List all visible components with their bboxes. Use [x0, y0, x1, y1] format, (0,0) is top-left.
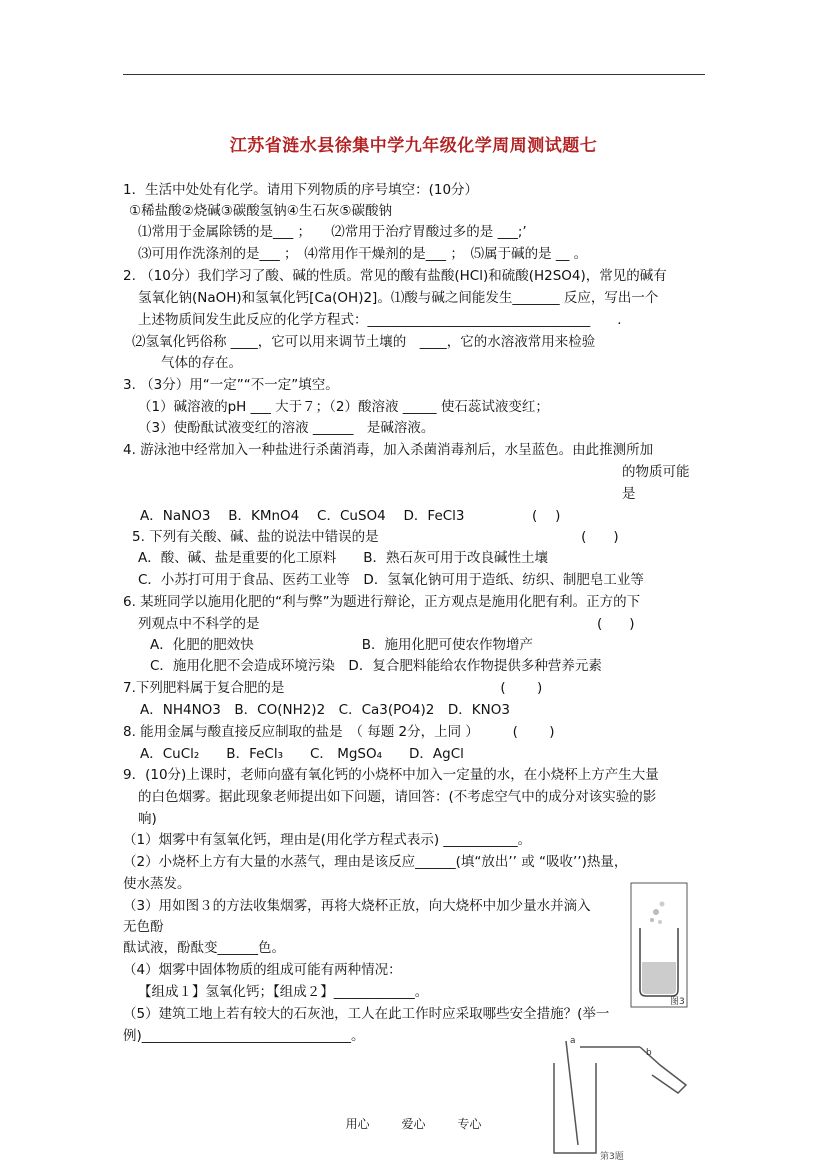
text-line: ⑵氢氧化钙俗称 ____，它可以用来调节土壤的 ____，它的水溶液常用来检验	[132, 334, 596, 350]
figure-3-beaker	[630, 882, 688, 1008]
page-title: 江苏省涟水县徐集中学九年级化学周周测试题七	[229, 136, 598, 156]
text-line: A．酸、碱、盐是重要的化工原料 B．熟石灰可用于改良碱性土壤	[138, 550, 548, 566]
text-line: A．NH4NO3 B．CO(NH2)2 C．Ca3(PO4)2 D．KNO3	[140, 702, 510, 718]
text-line: 【组成１】氢氧化钙；【组成２】____________。	[138, 984, 429, 1000]
text-line: 的白色烟雾。据此现象老师提出如下问题，请回答：(不考虑空气中的成分对该实验的影	[138, 789, 657, 805]
text-line: C．小苏打可用于食品、医药工业等 D．氢氧化钠可用于造纸、纺织、制肥皂工业等	[138, 572, 644, 588]
text-line: 1．生活中处处有化学。请用下列物质的序号填空：(10分）	[123, 182, 479, 198]
figure-3-label: 图3	[670, 997, 685, 1007]
text-line: 无色酚	[123, 919, 164, 935]
text-line: 6. 某班同学以施用化肥的“利与弊”为题进行辩论，正方观点是施用化肥有利。正方的下	[123, 594, 641, 610]
text-line: C．施用化肥不会造成环境污染 D．复合肥料能给农作物提供多种营养元素	[150, 658, 602, 674]
svg-text:a: a	[570, 1036, 576, 1046]
footer-text-b: 爱心	[401, 1117, 426, 1131]
text-line: （1）碱溶液的pH ___ 大于７；（2）酸溶液 _____ 使石蕊试液变红；	[138, 399, 549, 415]
footer	[0, 1115, 827, 1132]
text-line: 酞试液，酚酞变______色。	[123, 940, 285, 956]
text-line: 8. 能用金属与酸直接反应制取的盐是 （ 每题 2分，上同 ） ( )	[123, 724, 555, 740]
text-line: ①稀盐酸②烧碱③碳酸氢钠④生石灰⑤碳酸钠	[129, 203, 393, 219]
text-line: 2. （10分）我们学习了酸、碱的性质。常见的酸有盐酸(HCl)和硫酸(H2SO4)，常见的碱有	[123, 268, 667, 284]
text-line: 7.下列肥料属于复合肥的是 ( )	[123, 680, 543, 696]
text-line: ⑴常用于金属除锈的是___ ； ⑵常用于治疗胃酸过多的是 ___;’	[138, 224, 527, 240]
text-line: 5. 下列有关酸、碱、盐的说法中错误的是 ( )	[132, 529, 619, 545]
text-line: A．化肥的肥效快 B．施用化肥可使农作物增产	[150, 637, 533, 653]
text-line: 列观点中不科学的是 ( )	[138, 616, 635, 632]
text-line: （4）烟雾中固体物质的组成可能有两种情况：	[123, 962, 402, 978]
text-line: 4. 游泳池中经常加入一种盐进行杀菌消毒，加入杀菌消毒剂后，水呈蓝色。由此推测所加	[123, 442, 654, 458]
text-line: （3）用如图３的方法收集烟雾，再将大烧杯正放，向大烧杯中加少量水并滴入	[123, 898, 591, 914]
text-line: 使水蒸发。	[123, 876, 191, 892]
footer-text-c: 专心	[457, 1117, 482, 1131]
text-line: 上述物质间发生此反应的化学方程式：_________________________________ .	[138, 312, 622, 328]
text-line: 是	[622, 486, 636, 502]
svg-text:b: b	[646, 1048, 652, 1058]
text-line: 响)	[138, 811, 157, 827]
text-line: ⑶可用作洗涤剂的是___ ； ⑷常用作干燥剂的是___ ； ⑸属于碱的是 __ 。	[138, 246, 588, 262]
figure-3b-label: 第3题	[600, 1152, 624, 1162]
footer-text-a: 用心	[345, 1117, 370, 1131]
text-line: 3. （3分）用“一定”“不一定”填空。	[123, 377, 339, 393]
header-rule	[123, 74, 705, 75]
text-line: 气体的存在。	[161, 355, 242, 371]
text-line: A．NaNO3 B．KMnO4 C．CuSO4 D．FeCl3 ( )	[140, 508, 561, 524]
text-line: 例)_______________________________。	[123, 1028, 365, 1044]
text-line: （5）建筑工地上若有较大的石灰池，工人在此工作时应采取哪些安全措施？(举一	[123, 1006, 610, 1022]
text-line: 氢氧化钠(NaOH)和氢氧化钙[Ca(OH)2]。⑴酸与碱之间能发生_______ 反应，写出一个	[138, 290, 659, 306]
text-line: （1）烟雾中有氢氧化钙，理由是(用化学方程式表示) ___________。	[123, 832, 532, 848]
text-line: （3）使酚酞试液变红的溶液 ______ 是碱溶液。	[138, 420, 435, 436]
text-line: （2）小烧杯上方有大量的水蒸气，理由是该反应______(填“放出’’ 或 “吸收’’)热量，	[123, 854, 628, 870]
text-line: A．CuCl₂ B．FeCl₃ C． MgSO₄ D．AgCl	[140, 746, 464, 762]
figure-3b-apparatus	[540, 1035, 690, 1163]
text-line: 9．(10分)上课时，老师向盛有氧化钙的小烧杯中加入一定量的水，在小烧杯上方产生大量	[123, 767, 659, 783]
text-line: 的物质可能	[622, 464, 690, 480]
